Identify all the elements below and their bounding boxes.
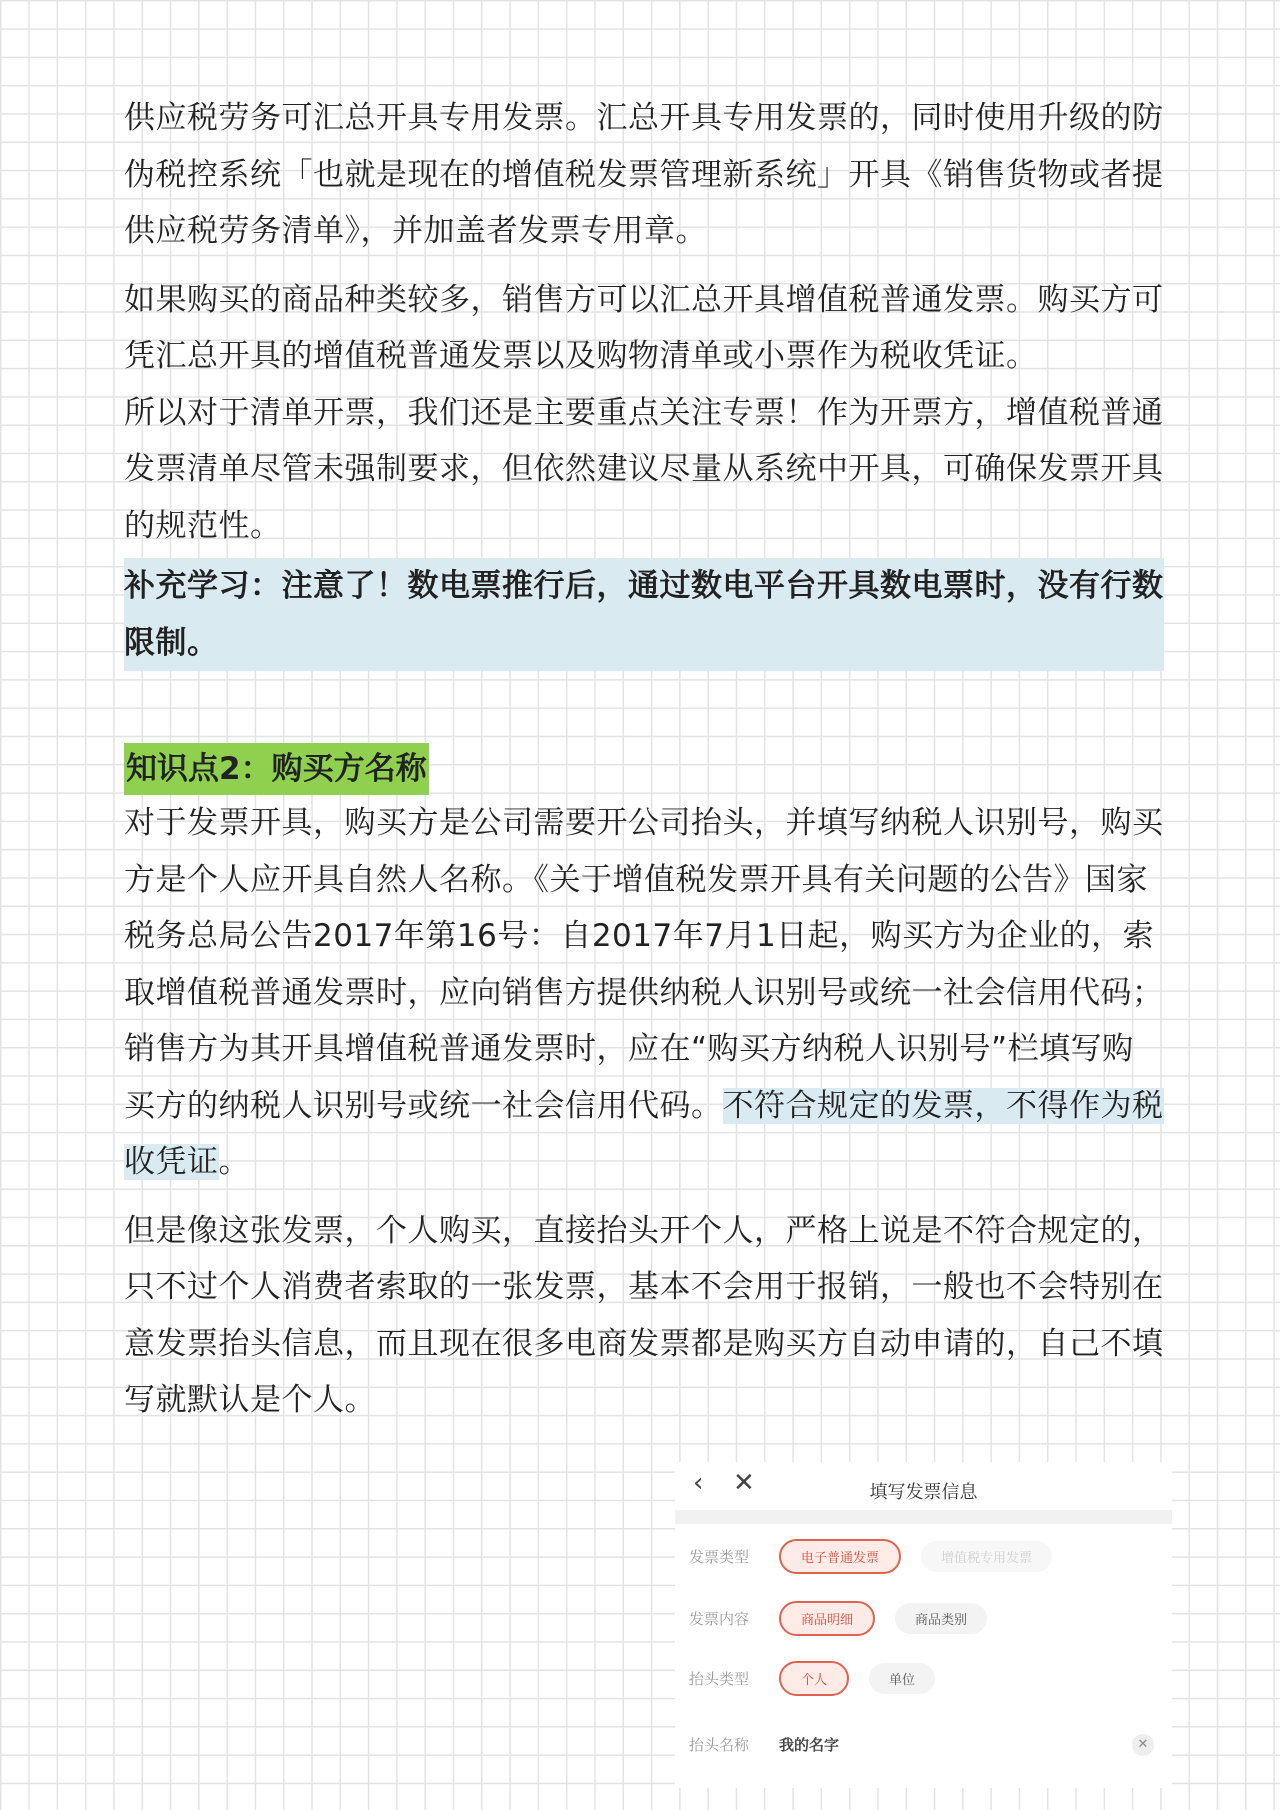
invoice-type-electronic-chip[interactable]: 电子普通发票: [779, 1539, 901, 1574]
spacer: [124, 260, 1164, 272]
close-icon[interactable]: ✕: [733, 1468, 755, 1498]
paragraph-4-end: 。: [218, 1144, 250, 1180]
spacer: [124, 1191, 1164, 1203]
invoice-form-screenshot: [675, 1462, 1172, 1788]
header-type-label: 抬头类型: [689, 1669, 750, 1688]
spacer: [124, 671, 1164, 743]
invoice-content-detail-chip[interactable]: 商品明细: [779, 1601, 875, 1636]
header-type-row: [689, 1660, 1172, 1696]
invoice-content-row: [689, 1600, 1172, 1636]
invoice-type-row: [689, 1538, 1172, 1574]
paragraph-4: [124, 795, 1164, 1191]
paragraph-4-main: 对于发票开具，购买方是公司需要开公司抬头，并填写纳税人识别号，购买方是个人应开具自然人名称。《关于增值税发票开具有关问题的公告》国家税务总局公告2017年第16号：自2017年7月1日起，购买方为企业的，索取增值税普通发票时，应向销售方提供纳税人识别号或统一社会信用代码；销售方为其开具增值税普通发票时，应在“购买方纳税人识别号”栏填写购买方的纳税人识别号或统一社会信用代码。: [124, 805, 1164, 1124]
supplement-note: 补充学习：注意了！数电票推行后，通过数电平台开具数电票时，没有行数限制。: [124, 558, 1164, 671]
section-heading: [124, 743, 1164, 795]
divider: [675, 1510, 1172, 1524]
form-header: [675, 1462, 1172, 1510]
invoice-content-label: 发票内容: [689, 1609, 750, 1628]
paragraph-3: 所以对于清单开票，我们还是主要重点关注专票！作为开票方，增值税普通发票清单尽管未强制要求，但依然建议尽量从系统中开具，可确保发票开具的规范性。: [124, 394, 1164, 544]
invoice-type-label: 发票类型: [689, 1547, 750, 1566]
clear-input-icon[interactable]: ✕: [1132, 1734, 1154, 1756]
article-body: [124, 90, 1164, 1429]
paragraph-2: 如果购买的商品种类较多，销售方可以汇总开具增值税普通发票。购买方可凭汇总开具的增值税普通发票以及购物清单或小票作为税收凭证。: [124, 281, 1164, 374]
back-arrow-icon[interactable]: ‹: [693, 1468, 704, 1498]
header-name-label: 抬头名称: [689, 1735, 750, 1754]
header-type-company-chip[interactable]: 单位: [869, 1663, 935, 1694]
header-type-personal-chip[interactable]: 个人: [779, 1661, 849, 1696]
header-name-input[interactable]: 我的名字: [779, 1735, 840, 1754]
invoice-type-special-chip[interactable]: 增值税专用发票: [921, 1541, 1052, 1572]
form-title: 填写发票信息: [869, 1482, 978, 1503]
section-title: 知识点2：购买方名称: [124, 743, 429, 795]
invoice-content-category-chip[interactable]: 商品类别: [895, 1603, 987, 1634]
paragraph-4-highlight: 不符合规定的发票，不得作为税收凭证: [124, 1087, 1164, 1180]
paragraph-1: 供应税劳务可汇总开具专用发票。汇总开具专用发票的，同时使用升级的防伪税控系统「也就是现在的增值税发票管理新系统」开具《销售货物或者提供应税劳务清单》，并加盖者发票专用章。: [124, 100, 1164, 249]
paragraph-5: 但是像这张发票，个人购买，直接抬头开个人，严格上说是不符合规定的，只不过个人消费者索取的一张发票，基本不会用于报销，一般也不会特别在意发票抬头信息，而且现在很多电商发票都是购买方自动申请的，自己不填写就默认是个人。: [124, 1212, 1164, 1418]
header-name-row: [689, 1726, 1172, 1762]
